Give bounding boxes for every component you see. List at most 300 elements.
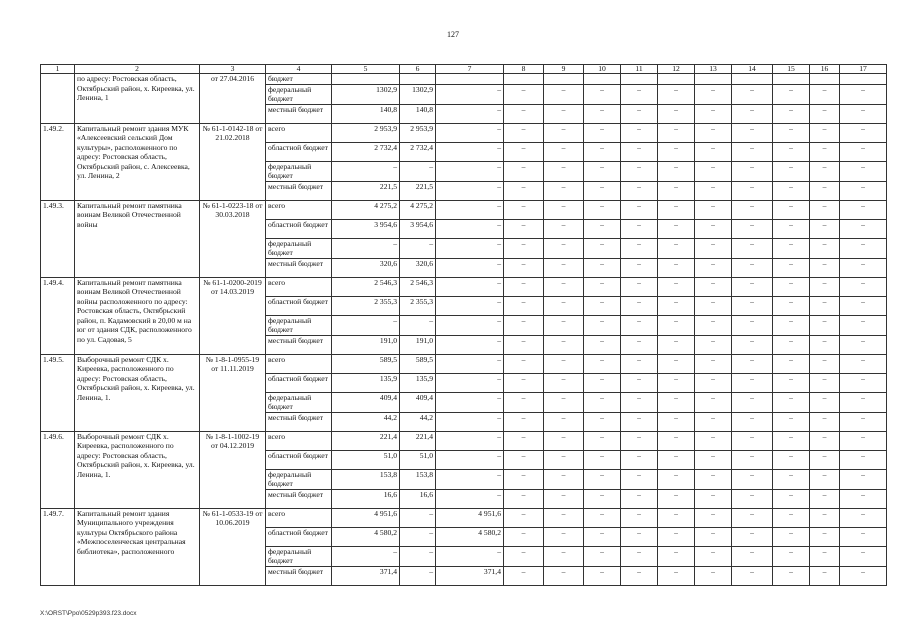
amount-col14: – (732, 392, 773, 412)
amount-col11: – (621, 84, 658, 104)
amount-col9: – (544, 566, 584, 585)
amount-col12: – (658, 315, 695, 335)
amount-col12: – (658, 546, 695, 566)
amount-total: 4 951,6 (332, 508, 400, 527)
amount-total: – (332, 161, 400, 181)
object-name: Капитальный ремонт здания Муниципального учреждения культуры Октябрьского района «Межпоселенческая центральная библиотека», расположенного (75, 508, 200, 585)
amount-col14: – (732, 277, 773, 296)
amount-col11: – (621, 258, 658, 277)
amount-col17: – (840, 104, 887, 123)
amount-col8: – (504, 315, 544, 335)
amount-col7: – (436, 84, 504, 104)
column-number: 8 (504, 65, 544, 74)
amount-col9 (544, 74, 584, 85)
amount-col6 (400, 74, 436, 85)
amount-col14: – (732, 335, 773, 354)
amount-col7: – (436, 238, 504, 258)
funding-source: всего (266, 277, 332, 296)
amount-col15: – (773, 508, 810, 527)
amount-total: 4 580,2 (332, 527, 400, 546)
amount-col12: – (658, 392, 695, 412)
amount-col12: – (658, 412, 695, 431)
amount-col9: – (544, 489, 584, 508)
amount-col17: – (840, 450, 887, 469)
amount-col10: – (584, 431, 621, 450)
table-row (41, 200, 887, 219)
document-reference: № 61-1-0142-18 от 21.02.2018 (200, 123, 266, 200)
amount-col11: – (621, 546, 658, 566)
amount-col13: – (695, 412, 732, 431)
amount-col6: – (400, 315, 436, 335)
amount-col15: – (773, 181, 810, 200)
object-name: Выборочный ремонт СДК х. Киреевка, расположенного по адресу: Ростовская область, Октябрьский район, х. Киреевка, ул. Ленина, 1. (75, 431, 200, 508)
amount-col14: – (732, 296, 773, 315)
amount-col14: – (732, 219, 773, 238)
amount-col16: – (810, 566, 840, 585)
object-name: Капитальный ремонт памятника воинам Великой Отечественной войны (75, 200, 200, 277)
object-name: Капитальный ремонт памятника воинам Великой Отечественной войны расположенного по адресу: Ростовская область, Октябрьский район, п. Кадамовский в 20,00 м на юг от здания СДК, расположенного по ул. Садовая, 5 (75, 277, 200, 354)
amount-col15: – (773, 354, 810, 373)
column-number: 3 (200, 65, 266, 74)
amount-col9: – (544, 296, 584, 315)
amount-col16: – (810, 181, 840, 200)
amount-col7: – (436, 142, 504, 161)
amount-col12: – (658, 84, 695, 104)
amount-col13: – (695, 123, 732, 142)
amount-col8: – (504, 566, 544, 585)
amount-total: 140,8 (332, 104, 400, 123)
amount-col12: – (658, 238, 695, 258)
funding-source: областной бюджет (266, 373, 332, 392)
funding-source: всего (266, 123, 332, 142)
amount-col16: – (810, 508, 840, 527)
amount-col10: – (584, 566, 621, 585)
amount-col9: – (544, 354, 584, 373)
table-row (41, 508, 887, 527)
amount-col9: – (544, 161, 584, 181)
amount-col7: – (436, 296, 504, 315)
amount-col13: – (695, 508, 732, 527)
amount-col12 (658, 74, 695, 85)
amount-col10: – (584, 392, 621, 412)
amount-col17: – (840, 200, 887, 219)
item-number: 1.49.2. (41, 123, 75, 200)
amount-col7: – (436, 354, 504, 373)
amount-col8: – (504, 277, 544, 296)
amount-col15: – (773, 546, 810, 566)
amount-col15: – (773, 373, 810, 392)
amount-col16: – (810, 412, 840, 431)
amount-col7: – (436, 489, 504, 508)
amount-col11: – (621, 277, 658, 296)
amount-col10: – (584, 489, 621, 508)
amount-col13: – (695, 315, 732, 335)
amount-col14: – (732, 412, 773, 431)
table-row (41, 354, 887, 373)
amount-col14: – (732, 315, 773, 335)
amount-col11: – (621, 566, 658, 585)
amount-total: – (332, 315, 400, 335)
amount-col17: – (840, 277, 887, 296)
amount-col10: – (584, 335, 621, 354)
amount-col13: – (695, 373, 732, 392)
amount-col12: – (658, 450, 695, 469)
amount-col13: – (695, 469, 732, 489)
amount-col8: – (504, 527, 544, 546)
amount-col14: – (732, 181, 773, 200)
amount-col15: – (773, 277, 810, 296)
column-number: 11 (621, 65, 658, 74)
amount-col8: – (504, 258, 544, 277)
funding-source: местный бюджет (266, 258, 332, 277)
amount-col9: – (544, 219, 584, 238)
amount-col14: – (732, 238, 773, 258)
amount-col15: – (773, 258, 810, 277)
amount-col10: – (584, 546, 621, 566)
amount-total: 221,5 (332, 181, 400, 200)
amount-col17: – (840, 84, 887, 104)
file-path-footer: X:\ORST\Ppo\0529p393.f23.docx (40, 610, 137, 617)
funding-source: бюджет (266, 74, 332, 85)
amount-col14: – (732, 84, 773, 104)
amount-col8 (504, 74, 544, 85)
object-name: Выборочный ремонт СДК х. Киреевка, расположенного по адресу: Ростовская область, Октябрьский район, х. Киреевка, ул. Ленина, 1. (75, 354, 200, 431)
amount-col9: – (544, 527, 584, 546)
amount-col11: – (621, 315, 658, 335)
item-number: 1.49.5. (41, 354, 75, 431)
amount-col7: – (436, 123, 504, 142)
amount-col16: – (810, 489, 840, 508)
amount-col17: – (840, 508, 887, 527)
amount-col14: – (732, 527, 773, 546)
amount-col13 (695, 74, 732, 85)
column-number-row (41, 65, 887, 74)
amount-col6: 2 355,3 (400, 296, 436, 315)
amount-col17: – (840, 296, 887, 315)
amount-col9: – (544, 469, 584, 489)
amount-col16: – (810, 431, 840, 450)
document-reference: № 61-1-0533-19 от 10.06.2019 (200, 508, 266, 585)
amount-col16: – (810, 469, 840, 489)
table-row (41, 277, 887, 296)
amount-col6: – (400, 527, 436, 546)
amount-col10: – (584, 277, 621, 296)
amount-col13: – (695, 450, 732, 469)
amount-col7: 4 951,6 (436, 508, 504, 527)
amount-col8: – (504, 161, 544, 181)
amount-col12: – (658, 181, 695, 200)
amount-col12: – (658, 335, 695, 354)
amount-total: 409,4 (332, 392, 400, 412)
document-reference: № 61-1-0223-18 от 30.03.2018 (200, 200, 266, 277)
amount-col15: – (773, 142, 810, 161)
amount-col17: – (840, 219, 887, 238)
amount-col15: – (773, 566, 810, 585)
amount-col9: – (544, 392, 584, 412)
amount-col17: – (840, 566, 887, 585)
amount-col11: – (621, 181, 658, 200)
column-number: 15 (773, 65, 810, 74)
amount-col6: – (400, 238, 436, 258)
table-row (41, 123, 887, 142)
amount-col9: – (544, 258, 584, 277)
amount-total: 2 355,3 (332, 296, 400, 315)
amount-col8: – (504, 104, 544, 123)
amount-col12: – (658, 258, 695, 277)
column-number: 10 (584, 65, 621, 74)
amount-col8: – (504, 181, 544, 200)
amount-col9: – (544, 546, 584, 566)
amount-col16: – (810, 354, 840, 373)
amount-col16: – (810, 373, 840, 392)
amount-col9: – (544, 373, 584, 392)
amount-col7: – (436, 258, 504, 277)
amount-col14: – (732, 104, 773, 123)
amount-col6: 409,4 (400, 392, 436, 412)
amount-col14: – (732, 258, 773, 277)
amount-col13: – (695, 489, 732, 508)
amount-total: 3 954,6 (332, 219, 400, 238)
amount-col12: – (658, 296, 695, 315)
amount-col17: – (840, 315, 887, 335)
amount-col16: – (810, 142, 840, 161)
amount-col12: – (658, 142, 695, 161)
amount-col6: 44,2 (400, 412, 436, 431)
amount-col10: – (584, 354, 621, 373)
funding-source: федеральный бюджет (266, 315, 332, 335)
amount-col11: – (621, 335, 658, 354)
amount-col7 (436, 74, 504, 85)
amount-col10: – (584, 123, 621, 142)
amount-col9: – (544, 450, 584, 469)
amount-total: 135,9 (332, 373, 400, 392)
amount-col15: – (773, 296, 810, 315)
amount-col9: – (544, 104, 584, 123)
amount-col11: – (621, 200, 658, 219)
amount-col12: – (658, 527, 695, 546)
amount-col13: – (695, 546, 732, 566)
funding-source: областной бюджет (266, 450, 332, 469)
amount-col15: – (773, 238, 810, 258)
amount-col8: – (504, 296, 544, 315)
amount-col14: – (732, 200, 773, 219)
amount-col7: 4 580,2 (436, 527, 504, 546)
amount-total: 2 546,3 (332, 277, 400, 296)
amount-col11: – (621, 469, 658, 489)
amount-col12: – (658, 354, 695, 373)
item-number: 1.49.6. (41, 431, 75, 508)
funding-source: всего (266, 508, 332, 527)
funding-source: областной бюджет (266, 219, 332, 238)
amount-col15: – (773, 200, 810, 219)
funding-source: федеральный бюджет (266, 546, 332, 566)
amount-col7: – (436, 469, 504, 489)
amount-col14: – (732, 431, 773, 450)
amount-total: 191,0 (332, 335, 400, 354)
document-reference: № 61-1-0200-2019 от 14.03.2019 (200, 277, 266, 354)
amount-col10: – (584, 219, 621, 238)
amount-col6: 320,6 (400, 258, 436, 277)
amount-col11: – (621, 219, 658, 238)
amount-col8: – (504, 335, 544, 354)
amount-col15: – (773, 219, 810, 238)
amount-col8: – (504, 200, 544, 219)
amount-col9: – (544, 315, 584, 335)
amount-col15: – (773, 469, 810, 489)
funding-source: местный бюджет (266, 489, 332, 508)
amount-total: – (332, 546, 400, 566)
amount-col13: – (695, 296, 732, 315)
amount-total: 51,0 (332, 450, 400, 469)
amount-total: 221,4 (332, 431, 400, 450)
amount-col17: – (840, 469, 887, 489)
amount-col14: – (732, 546, 773, 566)
funding-source: всего (266, 431, 332, 450)
page-number: 127 (447, 30, 459, 39)
amount-col14: – (732, 161, 773, 181)
amount-col8: – (504, 431, 544, 450)
amount-col9: – (544, 123, 584, 142)
amount-col14: – (732, 508, 773, 527)
funding-source: местный бюджет (266, 412, 332, 431)
amount-col15: – (773, 315, 810, 335)
amount-col16: – (810, 219, 840, 238)
amount-col6: 4 275,2 (400, 200, 436, 219)
amount-col8: – (504, 238, 544, 258)
amount-col17: – (840, 335, 887, 354)
amount-col10: – (584, 161, 621, 181)
amount-col12: – (658, 566, 695, 585)
amount-col7: – (436, 219, 504, 238)
amount-col15: – (773, 392, 810, 412)
amount-col12: – (658, 219, 695, 238)
funding-source: местный бюджет (266, 104, 332, 123)
amount-col16 (810, 74, 840, 85)
amount-total: 153,8 (332, 469, 400, 489)
amount-col12: – (658, 161, 695, 181)
amount-col15: – (773, 161, 810, 181)
funding-source: областной бюджет (266, 142, 332, 161)
amount-col12: – (658, 489, 695, 508)
amount-col6: 16,6 (400, 489, 436, 508)
amount-col11: – (621, 392, 658, 412)
amount-col6: 140,8 (400, 104, 436, 123)
item-number: 1.49.4. (41, 277, 75, 354)
amount-col9: – (544, 508, 584, 527)
amount-col9: – (544, 181, 584, 200)
amount-col9: – (544, 84, 584, 104)
amount-col15: – (773, 450, 810, 469)
column-number: 17 (840, 65, 887, 74)
amount-col10 (584, 74, 621, 85)
amount-col6: 1302,9 (400, 84, 436, 104)
amount-col16: – (810, 84, 840, 104)
document-reference: от 27.04.2016 (200, 74, 266, 124)
amount-col13: – (695, 104, 732, 123)
amount-col11: – (621, 373, 658, 392)
amount-col10: – (584, 296, 621, 315)
amount-col14: – (732, 469, 773, 489)
amount-col11: – (621, 104, 658, 123)
amount-col10: – (584, 412, 621, 431)
amount-total: 320,6 (332, 258, 400, 277)
amount-col10: – (584, 181, 621, 200)
amount-col9: – (544, 200, 584, 219)
amount-col15: – (773, 84, 810, 104)
amount-col11: – (621, 450, 658, 469)
amount-col8: – (504, 412, 544, 431)
funding-source: федеральный бюджет (266, 161, 332, 181)
amount-col6: 2 953,9 (400, 123, 436, 142)
amount-col6: 221,5 (400, 181, 436, 200)
amount-col6: – (400, 566, 436, 585)
amount-col6: 221,4 (400, 431, 436, 450)
amount-col7: – (436, 546, 504, 566)
amount-col7: – (436, 161, 504, 181)
amount-total: 44,2 (332, 412, 400, 431)
budget-table (40, 64, 887, 586)
amount-col7: – (436, 431, 504, 450)
amount-col16: – (810, 296, 840, 315)
amount-col17: – (840, 546, 887, 566)
amount-col9: – (544, 277, 584, 296)
amount-col15: – (773, 123, 810, 142)
column-number: 2 (75, 65, 200, 74)
amount-col6: – (400, 508, 436, 527)
amount-col9: – (544, 431, 584, 450)
amount-col7: – (436, 315, 504, 335)
amount-col7: – (436, 412, 504, 431)
amount-col10: – (584, 508, 621, 527)
column-number: 5 (332, 65, 400, 74)
amount-col13: – (695, 84, 732, 104)
amount-col6: 2 546,3 (400, 277, 436, 296)
amount-col10: – (584, 527, 621, 546)
amount-col8: – (504, 546, 544, 566)
amount-total: – (332, 238, 400, 258)
amount-col11: – (621, 123, 658, 142)
funding-source: федеральный бюджет (266, 84, 332, 104)
amount-col16: – (810, 238, 840, 258)
amount-col7: – (436, 277, 504, 296)
amount-col8: – (504, 373, 544, 392)
amount-total: 371,4 (332, 566, 400, 585)
amount-col6: 191,0 (400, 335, 436, 354)
amount-col8: – (504, 469, 544, 489)
amount-col14: – (732, 450, 773, 469)
amount-col16: – (810, 161, 840, 181)
amount-col10: – (584, 315, 621, 335)
amount-col15: – (773, 527, 810, 546)
amount-col15: – (773, 412, 810, 431)
table-row (41, 431, 887, 450)
column-number: 16 (810, 65, 840, 74)
amount-col12: – (658, 200, 695, 219)
amount-col12: – (658, 104, 695, 123)
amount-col16: – (810, 450, 840, 469)
amount-total: 16,6 (332, 489, 400, 508)
amount-col15 (773, 74, 810, 85)
amount-col17: – (840, 161, 887, 181)
amount-col9: – (544, 412, 584, 431)
amount-col10: – (584, 200, 621, 219)
amount-col8: – (504, 508, 544, 527)
amount-col17: – (840, 489, 887, 508)
funding-source: областной бюджет (266, 296, 332, 315)
amount-col7: 371,4 (436, 566, 504, 585)
column-number: 7 (436, 65, 504, 74)
funding-source: местный бюджет (266, 566, 332, 585)
